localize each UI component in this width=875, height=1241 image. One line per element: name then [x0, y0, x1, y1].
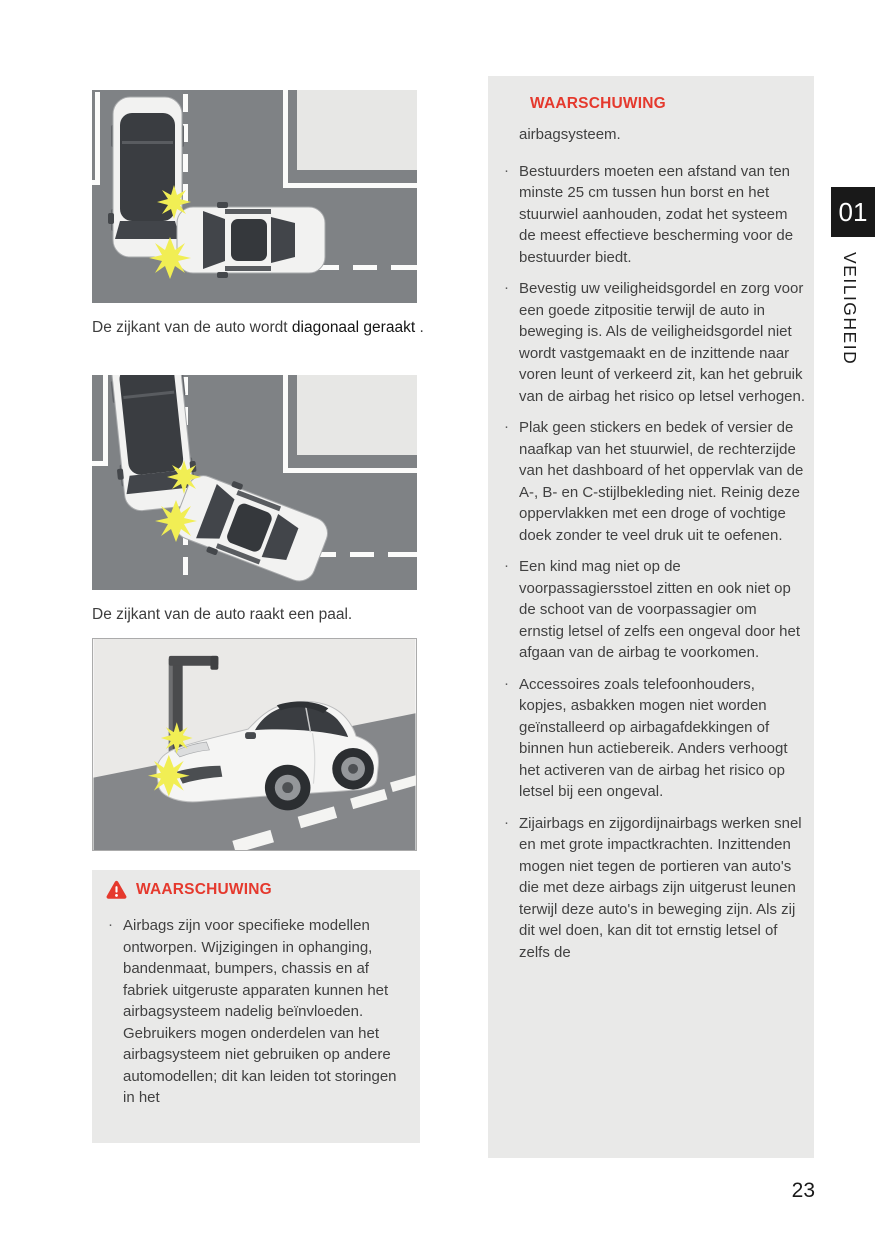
warning-header	[106, 880, 408, 900]
warning-list	[106, 915, 408, 1109]
figure-side-collision-diagonal	[92, 90, 417, 303]
caption-emphasis: diagonaal geraakt	[291, 319, 416, 336]
warning-item: · Zijairbags en zijgordijnairbags werken snel en met grote impactkrachten. Inzittenden mogen niet tegen de portieren van auto's die met deze airbags zijn uitgerust leunen terwijl deze auto's in beweging zijn. Als zij dit wel doen, kan dit tot ernstig letsel of zelfs de	[502, 813, 805, 964]
warning-title: WAARSCHUWING	[530, 95, 666, 112]
warning-title: WAARSCHUWING	[136, 881, 272, 898]
caption-text: De zijkant van de auto wordt	[92, 319, 292, 336]
chapter-name-vertical: VEILIGHEID	[840, 252, 860, 366]
figure2-caption: De zijkant van de auto raakt een paal.	[92, 606, 353, 623]
warning-list	[502, 161, 805, 964]
warning-item: · Airbags zijn voor specifieke modellen ontworpen. Wijzigingen in ophanging, bandenmaat, bumpers, chassis en af fabriek uitgeruste apparaten kunnen het airbagsysteem nadelig beïnvloeden. Gebruikers mogen onderdelen van het airbagsysteem niet gebruiken op andere automodellen; dit kan leiden tot storingen in het	[106, 915, 408, 1109]
figure-side-collision-pole	[92, 375, 417, 590]
warning-header	[530, 95, 805, 113]
warning-triangle-icon	[106, 880, 127, 900]
warning-item: · Bestuurders moeten een afstand van ten minste 25 cm tussen hun borst en het stuurwiel aanhouden, zodat het systeem de meest effectieve bescherming voor de bestuurder biedt.	[502, 161, 805, 269]
warning-item: · Een kind mag niet op de voorpassagiersstoel zitten en ook niet op de schoot van de voorpassagier om ernstig letsel of zelfs een ongeval door het afgaan van de airbag te voorkomen.	[502, 556, 805, 664]
collision-top-view-illustration-2	[92, 375, 417, 590]
caption-suffix: .	[415, 319, 424, 336]
building-block	[297, 90, 417, 170]
collision-top-view-illustration	[92, 90, 417, 303]
warning-item: · Accessoires zoals telefoonhouders, kopjes, asbakken mogen niet worden geïnstalleerd op airbagafdekkingen of binnen hun actiebereik. Anders verhoogt het activeren van de airbag het risico op letsel bij een ongeval.	[502, 674, 805, 803]
warning-box-right	[488, 76, 814, 1158]
chapter-number-tab: 01	[831, 187, 875, 237]
figure1-caption	[92, 317, 424, 339]
striking-car	[177, 202, 325, 278]
page-number: 23	[791, 1179, 815, 1202]
continuation-text: airbagsysteem.	[519, 126, 621, 143]
building-block	[297, 375, 417, 455]
pole-collision-illustration	[93, 639, 416, 850]
figure-car-hits-pole	[92, 638, 417, 851]
warning-item: · Plak geen stickers en bedek of versier de naafkap van het stuurwiel, de rechterzijde van het dashboard of het oppervlak van de A-, B- en C-stijlbekleding niet. Reinig deze oppervlakken met een droge of vochtige doek zonder te veel druk uit te oefenen.	[502, 417, 805, 546]
warning-box-left	[92, 870, 420, 1143]
warning-item: · Bevestig uw veiligheidsgordel en zorg voor een goede zitpositie terwijl de auto in beweging is. Als de veiligheidsgordel niet wordt vastgemaakt en de inzittende naar voren leunt of verkeerd zit, kan het gebruik van de airbag het risico op letsel verhogen.	[502, 278, 805, 407]
struck-car	[108, 97, 187, 257]
